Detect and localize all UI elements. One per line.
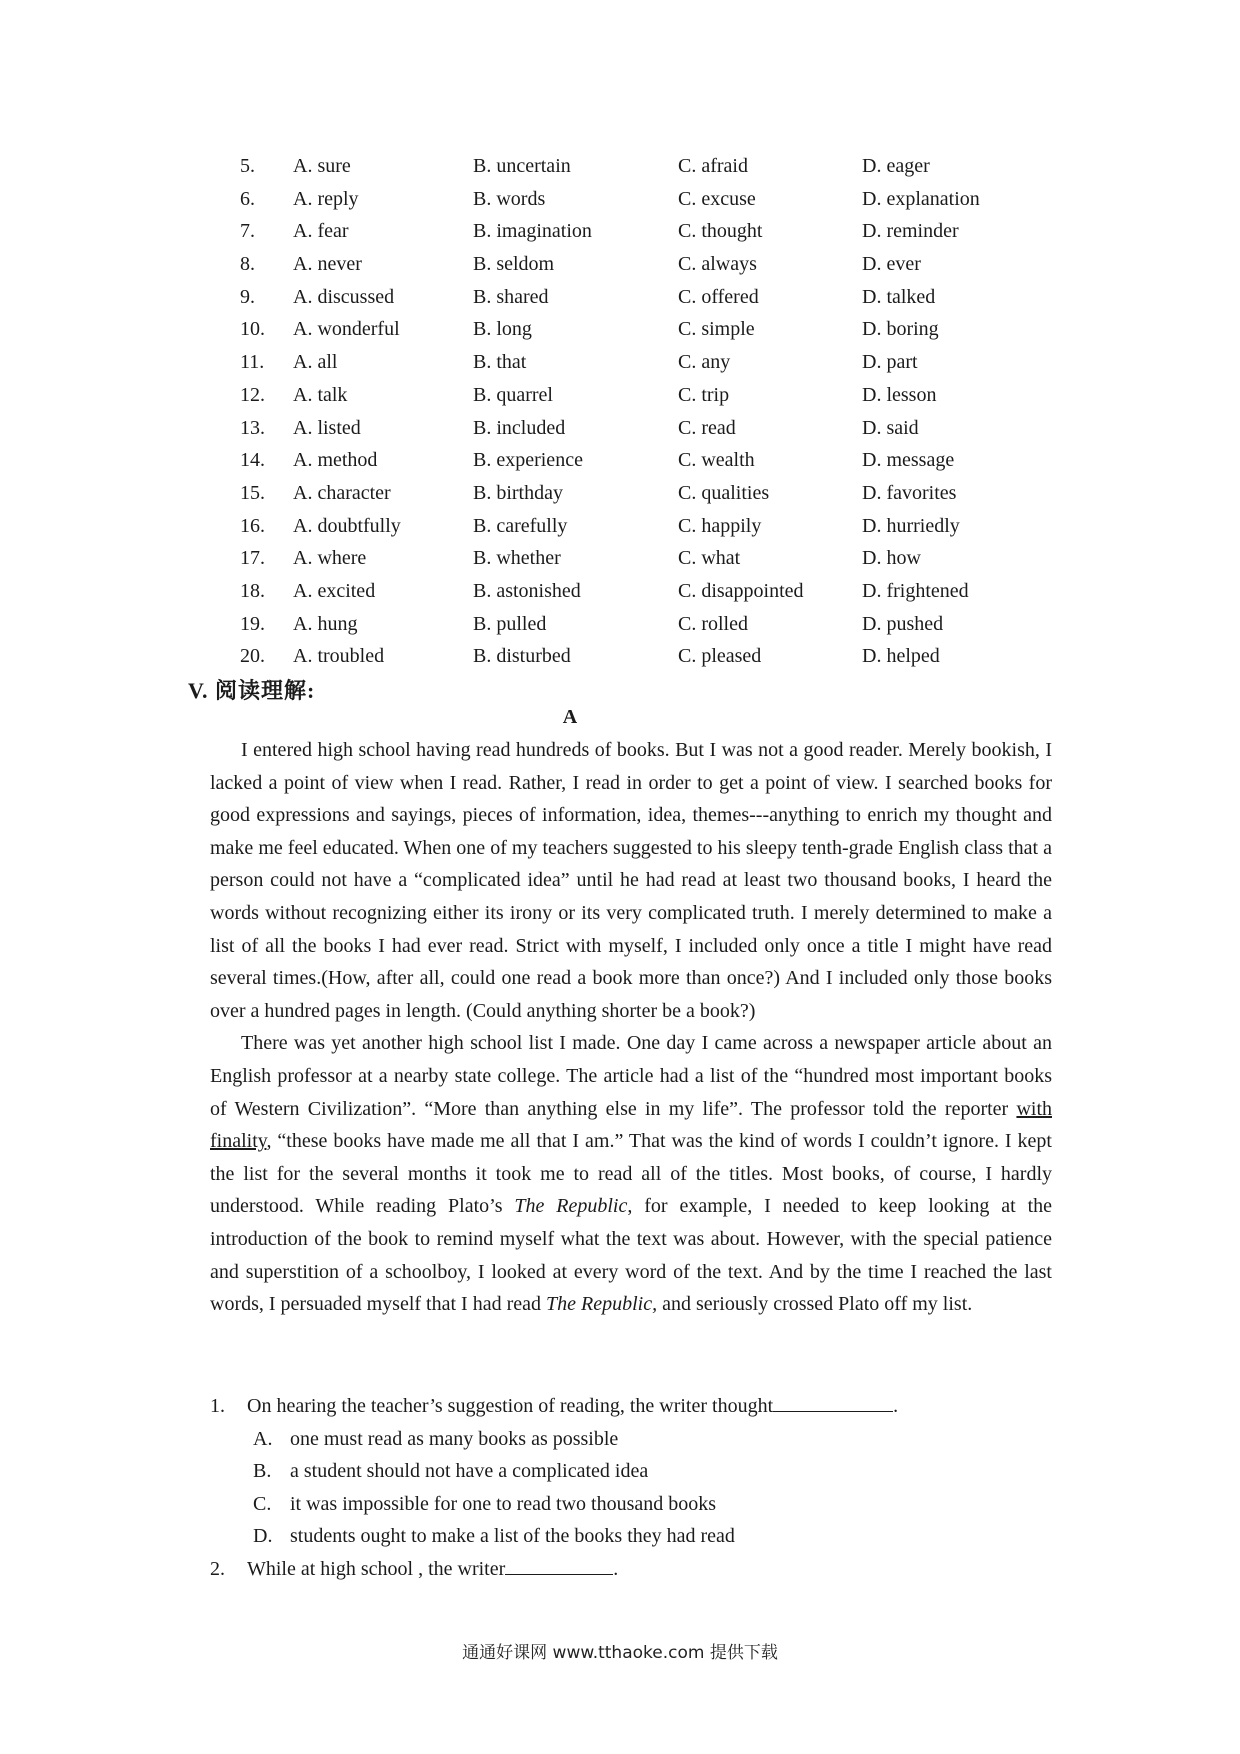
answer-choice — [253, 1455, 648, 1488]
option-a: A. fear — [293, 220, 349, 243]
question-number: 14. — [240, 449, 265, 472]
option-c: C. disappointed — [678, 579, 804, 602]
option-a: A. all — [293, 351, 338, 374]
answer-blank — [505, 1554, 613, 1575]
question-stem — [247, 1390, 898, 1423]
question-number: 18. — [240, 579, 265, 602]
option-a: A. discussed — [293, 285, 395, 308]
question-number: 12. — [240, 383, 265, 406]
answer-choice — [253, 1423, 618, 1456]
option-b: B. experience — [473, 449, 583, 472]
option-a: A. where — [293, 547, 367, 570]
option-c: C. always — [678, 253, 757, 276]
cloze-option-row — [240, 412, 1040, 445]
paragraph-text: and seriously crossed Plato off my list. — [657, 1293, 973, 1316]
cloze-option-row — [240, 510, 1040, 543]
option-d: D. message — [862, 449, 955, 472]
passage-paragraph-2 — [210, 1027, 1052, 1320]
option-c: C. read — [678, 416, 736, 439]
passage-letter: A — [562, 706, 578, 728]
question-number: 6. — [240, 187, 255, 210]
option-a: A. sure — [293, 155, 351, 177]
section-heading: V. 阅读理解: — [188, 678, 316, 703]
cloze-option-row — [240, 640, 1040, 673]
stem-text: On hearing the teacher’s suggestion of reading, the writer thought — [247, 1395, 774, 1417]
cloze-option-row — [240, 248, 1040, 281]
question-number: 5. — [240, 155, 255, 177]
option-b: B. included — [473, 416, 566, 439]
option-b: B. quarrel — [473, 383, 553, 406]
underlined-phrase: with finality — [210, 1097, 1052, 1153]
option-d: D. hurriedly — [862, 514, 960, 537]
option-b: B. carefully — [473, 514, 568, 537]
answer-choice — [253, 1520, 735, 1553]
cloze-option-row — [240, 215, 1040, 248]
option-c: C. trip — [678, 383, 730, 406]
option-b: B. whether — [473, 547, 561, 570]
option-a: A. hung — [293, 612, 358, 635]
cloze-option-row — [240, 575, 1040, 608]
question-number: 13. — [240, 416, 265, 439]
choice-text: a student should not have a complicated idea — [290, 1460, 649, 1483]
option-d: D. ever — [862, 253, 921, 276]
option-b: B. astonished — [473, 579, 581, 602]
reading-passage — [210, 734, 1052, 1321]
option-c: C. pleased — [678, 645, 762, 668]
paragraph-text: , for example, I needed to keep looking at the introduction of the book to remind myself what the text was about. However, with the special patience and superstition of a schoolboy, I looked at every word of the text. And by the time I reached the last words, I persuaded myself that I had read — [210, 1195, 1053, 1316]
question-number: 16. — [240, 514, 265, 537]
option-d: D. pushed — [862, 612, 944, 635]
option-d: D. frightened — [862, 579, 969, 602]
option-b: B. that — [473, 351, 527, 374]
stem-end: . — [613, 1558, 619, 1580]
option-a: A. character — [293, 481, 391, 504]
question-number: 2. — [210, 1558, 225, 1580]
choice-label: A. — [253, 1427, 273, 1450]
option-d: D. part — [862, 351, 918, 374]
option-c: C. excuse — [678, 187, 756, 210]
option-c: C. rolled — [678, 612, 748, 635]
choice-label: C. — [253, 1492, 272, 1515]
cloze-option-row — [240, 608, 1040, 641]
question-number: 1. — [210, 1395, 225, 1417]
option-c: C. any — [678, 351, 731, 374]
page-footer: 通通好课网 www.tthaoke.com 提供下载 — [462, 1643, 778, 1663]
option-b: B. uncertain — [473, 155, 571, 177]
option-a: A. never — [293, 253, 362, 276]
cloze-options-grid — [240, 150, 1040, 673]
question-number: 9. — [240, 285, 255, 308]
option-b: B. pulled — [473, 612, 547, 635]
option-c: C. qualities — [678, 481, 770, 504]
option-b: B. birthday — [473, 481, 563, 504]
question-number: 17. — [240, 547, 265, 570]
choice-label: B. — [253, 1460, 272, 1483]
option-b: B. shared — [473, 285, 549, 308]
choice-text: students ought to make a list of the books they had read — [290, 1525, 735, 1548]
question-number: 19. — [240, 612, 265, 635]
question-number: 20. — [240, 645, 265, 668]
cloze-option-row — [240, 379, 1040, 412]
option-d: D. helped — [862, 645, 940, 668]
option-d: D. favorites — [862, 481, 957, 504]
paragraph-text: There was yet another high school list I made. One day I came across a newspaper article about an English professor at a nearby state college. The article had a list of the “hundred most important books of Western Civilization”. “More than anything else in my life”. The professor told the reporter — [210, 1032, 1052, 1120]
option-c: C. thought — [678, 220, 763, 243]
paragraph-text: , “these books have made me all that I am.” That was the kind of words I couldn’t ignore. I kept the list for the several months it took me to read all of the titles. Most books, of course, I hardly understood. While reading Plato’s — [210, 1130, 1052, 1218]
question-number: 15. — [240, 481, 265, 504]
option-a: A. excited — [293, 579, 376, 602]
option-c: C. afraid — [678, 155, 748, 177]
option-a: A. listed — [293, 416, 361, 439]
question-number: 10. — [240, 318, 265, 341]
option-d: D. eager — [862, 155, 930, 177]
option-b: B. words — [473, 187, 546, 210]
cloze-option-row — [240, 477, 1040, 510]
cloze-option-row — [240, 346, 1040, 379]
option-d: D. reminder — [862, 220, 959, 243]
answer-blank — [773, 1391, 893, 1412]
option-b: B. seldom — [473, 253, 555, 276]
passage-paragraph-1: I entered high school having read hundreds of books. But I was not a good reader. Merely bookish, I lacked a point of view when I read. Rather, I read in order to get a point of view. I searched books for good expressions and sayings, pieces of information, idea, themes---anything to enrich my thought and make me feel educated. When one of my teachers suggested to his sleepy tenth-grade English class that a person could not have a “complicated idea” until he had read at least two thousand books, I heard the words without recognizing either its irony or its very complicated truth. I merely determined to make a list of all the books I had ever read. Strict with myself, I included only once a title I might have read several times.(How, after all, could one read a book more than once?) And I included only those books over a hundred pages in length. (Could anything shorter be a book?) — [210, 739, 1052, 1022]
option-a: A. talk — [293, 383, 348, 406]
choice-label: D. — [253, 1525, 273, 1548]
stem-end: . — [893, 1395, 899, 1417]
cloze-option-row — [240, 281, 1040, 314]
book-title: The Republic, — [546, 1293, 658, 1316]
question-number: 11. — [240, 351, 265, 374]
option-c: C. offered — [678, 285, 759, 308]
option-d: D. said — [862, 416, 919, 439]
option-a: A. troubled — [293, 645, 385, 668]
choice-text: it was impossible for one to read two thousand books — [290, 1492, 717, 1515]
option-d: D. talked — [862, 285, 936, 308]
answer-choice — [253, 1488, 716, 1521]
option-a: A. method — [293, 449, 378, 472]
choice-text: one must read as many books as possible — [290, 1427, 619, 1450]
option-b: B. imagination — [473, 220, 592, 243]
option-a: A. doubtfully — [293, 514, 401, 537]
option-a: A. reply — [293, 187, 359, 210]
option-b: B. long — [473, 318, 532, 341]
cloze-option-row — [240, 444, 1040, 477]
option-c: C. what — [678, 547, 741, 570]
stem-text: While at high school , the writer — [247, 1558, 506, 1580]
cloze-option-row — [240, 542, 1040, 575]
question-number: 8. — [240, 253, 255, 276]
cloze-option-row — [240, 183, 1040, 216]
book-title: The Republic — [514, 1195, 628, 1218]
option-c: C. simple — [678, 318, 755, 341]
question-stem — [247, 1553, 618, 1586]
cloze-option-row — [240, 150, 1040, 183]
option-d: D. lesson — [862, 383, 937, 406]
cloze-option-row — [240, 313, 1040, 346]
option-b: B. disturbed — [473, 645, 571, 668]
option-a: A. wonderful — [293, 318, 400, 341]
option-d: D. how — [862, 547, 921, 570]
option-d: D. explanation — [862, 187, 980, 210]
option-d: D. boring — [862, 318, 939, 341]
option-c: C. wealth — [678, 449, 755, 472]
option-c: C. happily — [678, 514, 762, 537]
question-number: 7. — [240, 220, 255, 243]
